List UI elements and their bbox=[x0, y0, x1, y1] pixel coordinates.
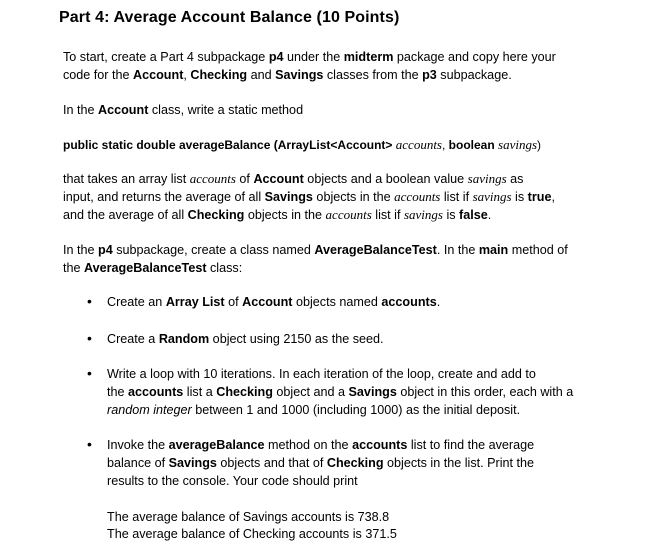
bullet-marker: • bbox=[87, 365, 92, 381]
expected-output-line-1: The average balance of Savings accounts is 738.8 bbox=[107, 510, 390, 524]
list-item-invoke-line-1: Invoke the averageBalance method on the accounts list to find the average bbox=[107, 438, 535, 452]
list-item-create-random: Create a Random object using 2150 as the seed. bbox=[107, 332, 384, 346]
description-line-1: that takes an array list accounts of Account objects and a boolean value savings as bbox=[63, 171, 524, 186]
account-class-instruction: In the Account class, write a static method bbox=[63, 103, 304, 117]
p4-instruction-line-2: the AverageBalanceTest class: bbox=[63, 261, 243, 275]
intro-line-2: code for the Account, Checking and Savings classes from the p3 subpackage. bbox=[63, 68, 512, 82]
bullet-marker: • bbox=[87, 293, 92, 309]
expected-output-line-2: The average balance of Checking accounts is 371.5 bbox=[107, 527, 397, 541]
section-heading: Part 4: Average Account Balance (10 Points) bbox=[59, 9, 400, 26]
p4-instruction-line-1: In the p4 subpackage, create a class named AverageBalanceTest. In the main method of bbox=[63, 243, 568, 257]
list-item-loop-line-3: random integer between 1 and 1000 (including 1000) as the initial deposit. bbox=[107, 403, 521, 417]
description-line-3: and the average of all Checking objects in the accounts list if savings is false. bbox=[63, 207, 492, 222]
intro-line-1: To start, create a Part 4 subpackage p4 under the midterm package and copy here your bbox=[63, 50, 556, 64]
bullet-marker: • bbox=[87, 436, 92, 452]
bullet-marker: • bbox=[87, 330, 92, 346]
list-item-loop-line-1: Write a loop with 10 iterations. In each iteration of the loop, create and add to bbox=[107, 367, 536, 381]
list-item-invoke-line-3: results to the console. Your code should print bbox=[107, 474, 358, 488]
list-item-loop-line-2: the accounts list a Checking object and a Savings object in this order, each with a bbox=[107, 385, 574, 399]
method-signature: public static double averageBalance (ArrayList<Account> accounts, boolean savings) bbox=[63, 137, 542, 152]
list-item-create-arraylist: Create an Array List of Account objects named accounts. bbox=[107, 295, 441, 309]
description-line-2: input, and returns the average of all Savings objects in the accounts list if savings is true, bbox=[63, 189, 555, 204]
list-item-invoke-line-2: balance of Savings objects and that of Checking objects in the list. Print the bbox=[107, 456, 535, 470]
